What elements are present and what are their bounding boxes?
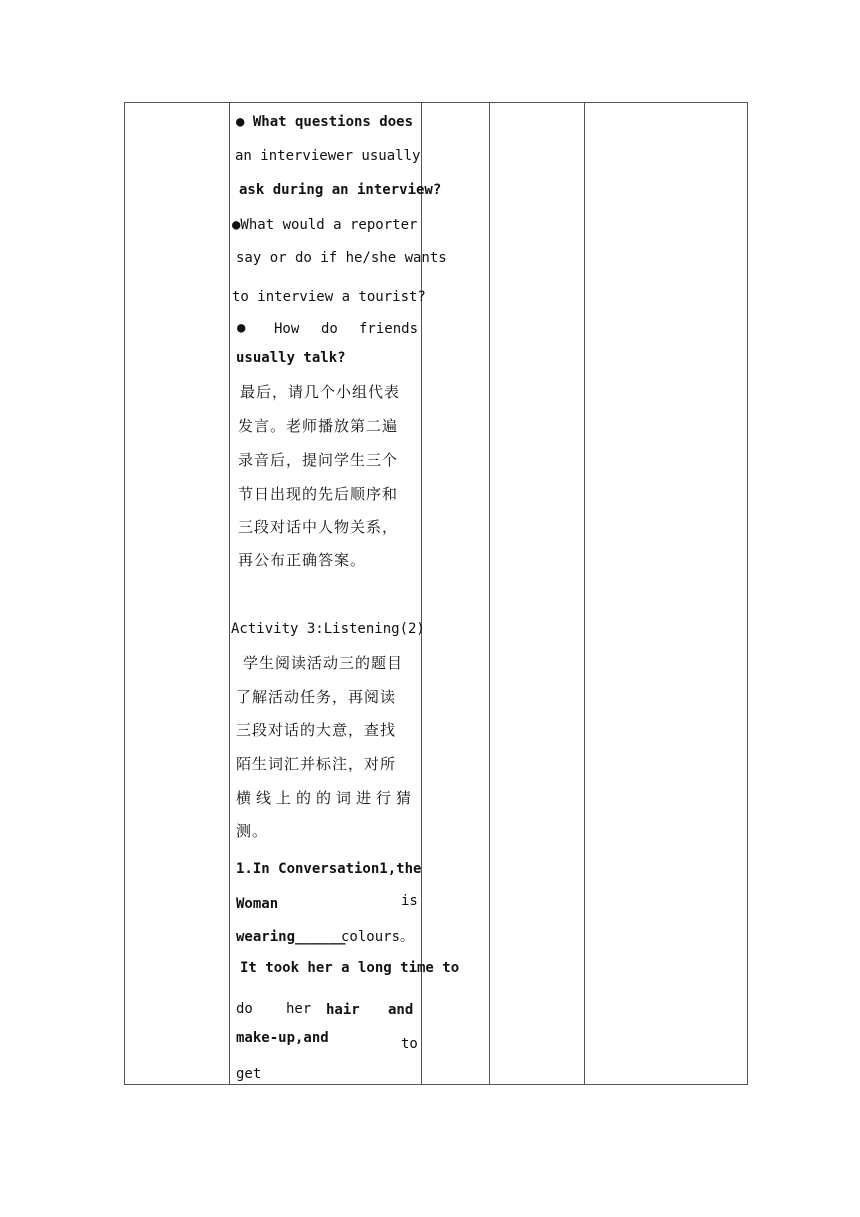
- question-3-word: friends: [359, 321, 419, 337]
- instruction-text: 三段对话的大意，查找: [236, 721, 397, 739]
- instruction-text: 横线上的的词进行猜: [236, 789, 417, 807]
- exercise-word: her: [286, 1001, 312, 1017]
- column-divider: [229, 103, 230, 1084]
- exercise-word: to: [401, 1036, 418, 1052]
- question-3-line-2: usually talk?: [236, 350, 346, 366]
- instruction-text: 再公布正确答案。: [238, 551, 367, 569]
- bullet-icon: ●: [237, 320, 246, 336]
- column-divider: [489, 103, 490, 1084]
- activity-heading: Activity 3:Listening(2): [231, 621, 425, 637]
- exercise-word: colours。: [341, 929, 415, 945]
- exercise-word: hair: [326, 1002, 360, 1018]
- instruction-text: 录音后，提问学生三个: [238, 451, 399, 469]
- question-1-line-2: an interviewer usually: [235, 148, 421, 164]
- instruction-text: 了解活动任务，再阅读: [236, 688, 397, 706]
- question-2-line-1: ●What would a reporter: [232, 217, 418, 233]
- exercise-word: wearing______: [236, 929, 346, 945]
- exercise-word: Woman: [236, 896, 279, 912]
- exercise-word: make-up,and: [236, 1030, 329, 1046]
- question-2-line-3: to interview a tourist?: [232, 289, 426, 305]
- instruction-text: 最后，请几个小组代表: [240, 383, 401, 401]
- exercise-line: 1.In Conversation1,the: [236, 861, 422, 877]
- question-3-word: How: [274, 321, 300, 337]
- exercise-line: It took her a long time to: [240, 960, 460, 976]
- instruction-text: 三段对话中人物关系，: [238, 518, 399, 536]
- exercise-word: get: [236, 1066, 262, 1082]
- instruction-text: 学生阅读活动三的题目: [243, 654, 404, 672]
- question-1-line-1: ● What questions does: [236, 114, 414, 130]
- instruction-text: 节日出现的先后顺序和: [238, 485, 399, 503]
- question-1-line-3: ask during an interview?: [239, 182, 442, 198]
- exercise-word: and: [388, 1002, 414, 1018]
- instruction-text: 测。: [236, 822, 269, 840]
- question-2-line-2: say or do if he/she wants: [236, 250, 447, 266]
- exercise-word: is: [401, 893, 418, 909]
- instruction-text: 发言。老师播放第二遍: [238, 417, 399, 435]
- exercise-word: do: [236, 1001, 253, 1017]
- question-3-word: do: [321, 321, 338, 337]
- instruction-text: 陌生词汇并标注，对所: [236, 755, 397, 773]
- column-divider: [584, 103, 585, 1084]
